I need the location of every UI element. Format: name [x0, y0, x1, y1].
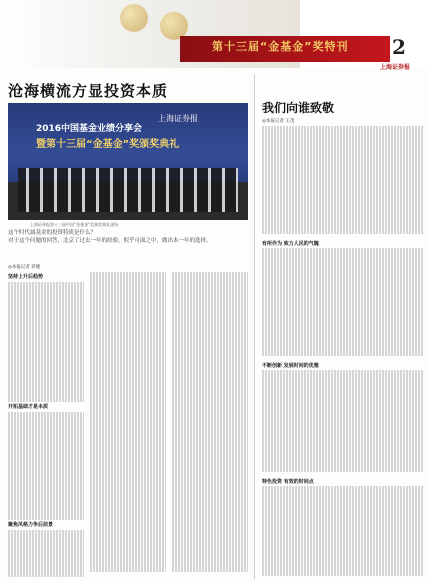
- side-subhead: 不断创新 发展时间的优雅: [262, 363, 319, 369]
- side-article-body: [262, 248, 424, 358]
- gold-coin-decoration: [120, 4, 148, 32]
- section-subhead: 开拓基础才是本质: [8, 404, 49, 410]
- photo-logo: 上海证券报: [158, 114, 198, 123]
- article-column: [8, 272, 84, 577]
- newspaper-brand: 上海证券报: [380, 64, 411, 71]
- main-byline: ◎本报记者 蒋婕: [8, 265, 41, 270]
- photo-banner-line2: 暨第十三届“金基金”奖颁奖典礼: [36, 139, 180, 150]
- special-issue-title: 第十三届“金基金”奖特刊: [212, 40, 349, 53]
- side-subhead: 有所作为 致力人民的气魄: [262, 241, 319, 247]
- side-byline: ◎本报记者 王茂: [262, 119, 295, 124]
- page-number: 2: [392, 35, 406, 59]
- side-article-body: [262, 486, 424, 578]
- article-lede: [8, 229, 248, 245]
- photo-caption: 上海证券报第十三届中国“金基金”奖颁奖典礼现场: [30, 222, 119, 227]
- section-subhead: 坚持上升后趋势: [8, 274, 44, 280]
- photo-people: [18, 168, 238, 212]
- side-headline: 我们向谁致敬: [262, 101, 335, 115]
- main-headline: 沧海横流方显投资本质: [8, 82, 169, 100]
- article-column: [90, 272, 166, 577]
- article-column: [172, 272, 248, 577]
- photo-banner-line1: 2016中国基金业绩分享会: [36, 124, 143, 134]
- lede-line: 对于这个问题的回答，北京了过去一年的经验，似乎可面之中，做出本一年的选择。: [8, 238, 212, 244]
- side-subhead: 特色投资 有效的时间点: [262, 479, 314, 485]
- lede-line: 这个时代属基金的投资特质是什么？: [8, 230, 97, 236]
- page-header: [0, 0, 429, 71]
- column-divider: [254, 74, 255, 579]
- section-subhead: 聚焦风格力争后前景: [8, 522, 54, 528]
- side-article-body: [262, 126, 424, 236]
- side-article-body: [262, 370, 424, 475]
- event-photo: [8, 103, 248, 220]
